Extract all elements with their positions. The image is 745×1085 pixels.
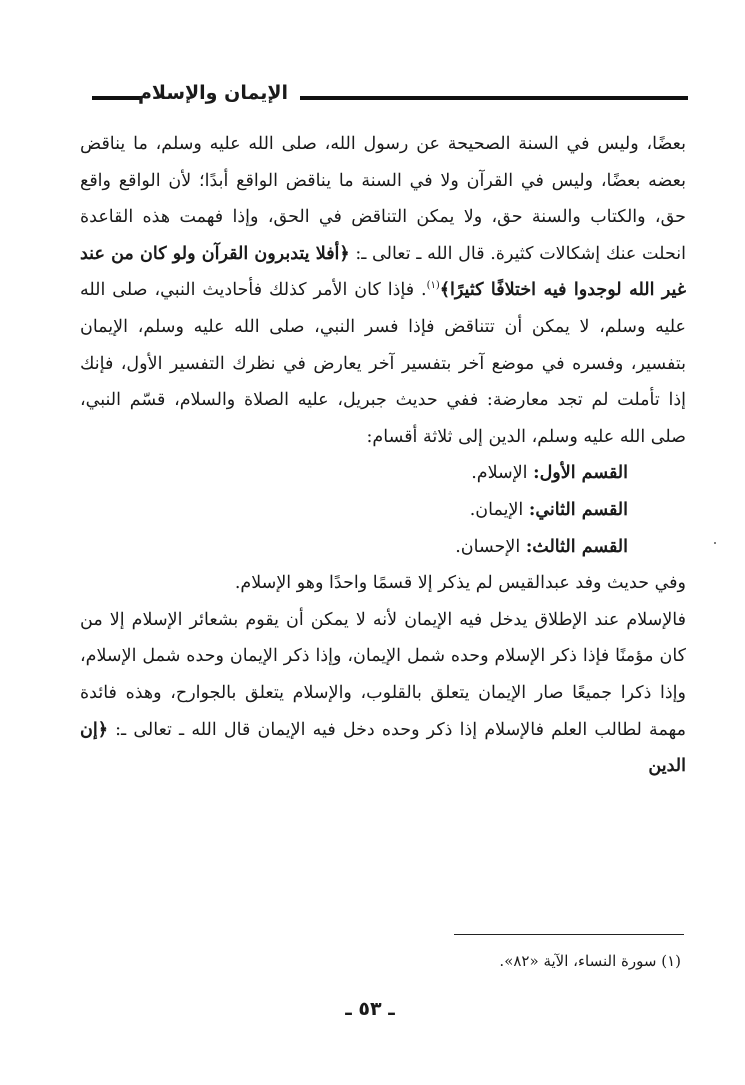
list-item-3 — [80, 529, 686, 566]
header-title: الإيمان والإسلام — [137, 82, 288, 104]
page-number: ـ ٥٣ ـ — [345, 998, 395, 1020]
footnote: (١) سورة النساء، الآية «٨٢». — [499, 952, 681, 970]
paragraph-3 — [80, 602, 686, 785]
paragraph-1-continued: . فإذا كان الأمر كذلك فأحاديث النبي، صلى الله عليه وسلم، لا يمكن أن تتناقض فإذا فسر النبي، صلى الله عليه وسلم، الإيمان بتفسير، وفسره في موضع آخر بتفسير آخر يعارض في نظرك التفسير الأول، فإنك إذا تأملت لم تجد معارضة: ففي حديث جبريل، عليه الصلاة والسلام، قسّم النبي، صلى الله عليه وسلم، الدين إلى ثلاثة أقسام: — [80, 280, 686, 447]
list-item-1-label: القسم الأول: — [533, 463, 628, 484]
quran-verse-1: ﴿أفلا يتدبرون القرآن ولو كان من عند غير الله لوجدوا فيه اختلافًا كثيرًا﴾ — [80, 243, 686, 301]
list-item-3-label: القسم الثالث: — [525, 536, 628, 557]
header-rule-left — [92, 96, 142, 100]
body-text — [80, 126, 686, 785]
list-item-2-value: الإيمان. — [469, 499, 524, 520]
footnote-divider — [454, 934, 684, 935]
header-rule-right — [300, 96, 688, 100]
scan-speck — [714, 542, 716, 544]
list-item-3-value: الإحسان. — [455, 536, 521, 557]
list-item-2-label: القسم الثاني: — [528, 499, 628, 520]
list-item-1 — [80, 455, 686, 492]
paragraph-1-text: بعضًا، وليس في السنة الصحيحة عن رسول الله، صلى الله عليه وسلم، ما يناقض بعضه بعضًا، وليس في القرآن ولا في السنة ما يناقض الواقع أبدًا؛ لأن الواقع واقع حق، والكتاب والسنة حق، ولا يمكن التناقض في الحق، وإذا فهمت هذه القاعدة انحلت عنك إشكالات كثيرة. قال الله ـ تعالى ـ: — [80, 134, 686, 264]
paragraph-2: وفي حديث وفد عبدالقيس لم يذكر إلا قسمًا واحدًا وهو الإسلام. — [234, 573, 686, 594]
quran-verse-2: ﴿إن الدين — [80, 719, 686, 777]
paragraph-3-text: فالإسلام عند الإطلاق يدخل فيه الإيمان لأنه لا يمكن أن يقوم بشعائر الإسلام إلا من كان مؤمنًا فإذا ذكر الإسلام وحده شمل الإيمان، وإذا ذكر الإيمان وحده شمل الإسلام، وإذا ذكرا جميعًا صار الإيمان يتعلق بالقلوب، والإسلام يتعلق بالجوارح، وهذه فائدة مهمة لطالب العلم فالإسلام إذا ذكر وحده دخل فيه الإيمان قال الله ـ تعالى ـ: — [80, 609, 686, 740]
footnote-reference: (١) — [426, 280, 440, 292]
list-item-2 — [80, 492, 686, 529]
running-header — [92, 78, 688, 118]
list-item-1-value: الإسلام. — [471, 463, 528, 484]
paragraph-1 — [80, 126, 686, 455]
